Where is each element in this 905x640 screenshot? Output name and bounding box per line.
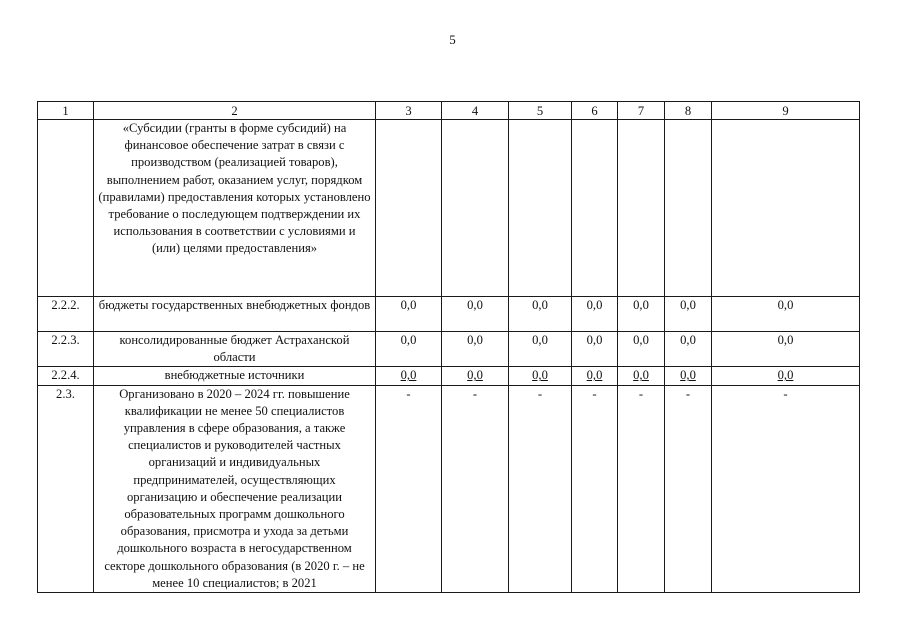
row-number: 2.3. — [38, 385, 94, 592]
row-description: внебюджетные источники — [94, 367, 376, 385]
value-cell: 0,0 — [712, 367, 860, 385]
row-number — [38, 120, 94, 297]
table-row — [38, 367, 860, 385]
row-description: Организовано в 2020 – 2024 гг. повышение квалификации не менее 50 специалистов управления в сфере образования, а также специалистов и руководителей частных организаций и индивидуальных предпринимателей, осуществляющих организацию и обеспечение реализации образовательных программ дошкольного образования, присмотра и ухода за детьми дошкольного возраста в негосударственном секторе дошкольного образования (в 2020 г. – не менее 10 специалистов; в 2021 — [94, 385, 376, 592]
row-number: 2.2.3. — [38, 332, 94, 367]
value-cell: 0,0 — [376, 297, 442, 332]
value-cell: 0,0 — [442, 297, 509, 332]
value-cell: 0,0 — [509, 332, 572, 367]
value-cell — [376, 120, 442, 297]
value-cell: 0,0 — [572, 367, 618, 385]
column-header: 3 — [376, 102, 442, 120]
value-cell: 0,0 — [665, 367, 712, 385]
value-cell: 0,0 — [376, 367, 442, 385]
table-row — [38, 120, 860, 297]
value-cell: 0,0 — [572, 297, 618, 332]
table-row — [38, 385, 860, 592]
value-cell: 0,0 — [442, 367, 509, 385]
table-row — [38, 297, 860, 332]
value-cell: - — [509, 385, 572, 592]
value-cell: 0,0 — [618, 367, 665, 385]
value-cell — [572, 120, 618, 297]
value-cell: - — [618, 385, 665, 592]
value-cell — [665, 120, 712, 297]
value-cell: 0,0 — [509, 297, 572, 332]
value-cell: - — [376, 385, 442, 592]
value-cell — [618, 120, 665, 297]
column-header: 9 — [712, 102, 860, 120]
value-cell — [442, 120, 509, 297]
value-cell: 0,0 — [712, 297, 860, 332]
table-header-row — [38, 102, 860, 120]
column-header: 5 — [509, 102, 572, 120]
column-header: 4 — [442, 102, 509, 120]
row-number: 2.2.4. — [38, 367, 94, 385]
value-cell — [712, 120, 860, 297]
table-row — [38, 332, 860, 367]
row-number: 2.2.2. — [38, 297, 94, 332]
value-cell: 0,0 — [442, 332, 509, 367]
row-description: «Субсидии (гранты в форме субсидий) на финансовое обеспечение затрат в связи с производством (реализацией товаров), выполнением работ, оказанием услуг, порядком (правилами) предоставления которых установлено требование о последующем подтверждении их использования в соответствии с условиями и (или) целями предоставления» — [94, 120, 376, 297]
page-number: 5 — [449, 32, 456, 47]
value-cell: 0,0 — [572, 332, 618, 367]
value-cell: - — [442, 385, 509, 592]
row-description: бюджеты государственных внебюджетных фондов — [94, 297, 376, 332]
column-header: 8 — [665, 102, 712, 120]
column-header: 7 — [618, 102, 665, 120]
value-cell: 0,0 — [712, 332, 860, 367]
value-cell: 0,0 — [618, 332, 665, 367]
column-header: 1 — [38, 102, 94, 120]
value-cell: - — [572, 385, 618, 592]
value-cell: - — [665, 385, 712, 592]
column-header: 2 — [94, 102, 376, 120]
value-cell — [509, 120, 572, 297]
value-cell: 0,0 — [618, 297, 665, 332]
value-cell: 0,0 — [376, 332, 442, 367]
row-description: консолидированные бюджет Астраханской области — [94, 332, 376, 367]
budget-table — [37, 101, 860, 593]
column-header: 6 — [572, 102, 618, 120]
value-cell: 0,0 — [509, 367, 572, 385]
value-cell: - — [712, 385, 860, 592]
value-cell: 0,0 — [665, 297, 712, 332]
value-cell: 0,0 — [665, 332, 712, 367]
